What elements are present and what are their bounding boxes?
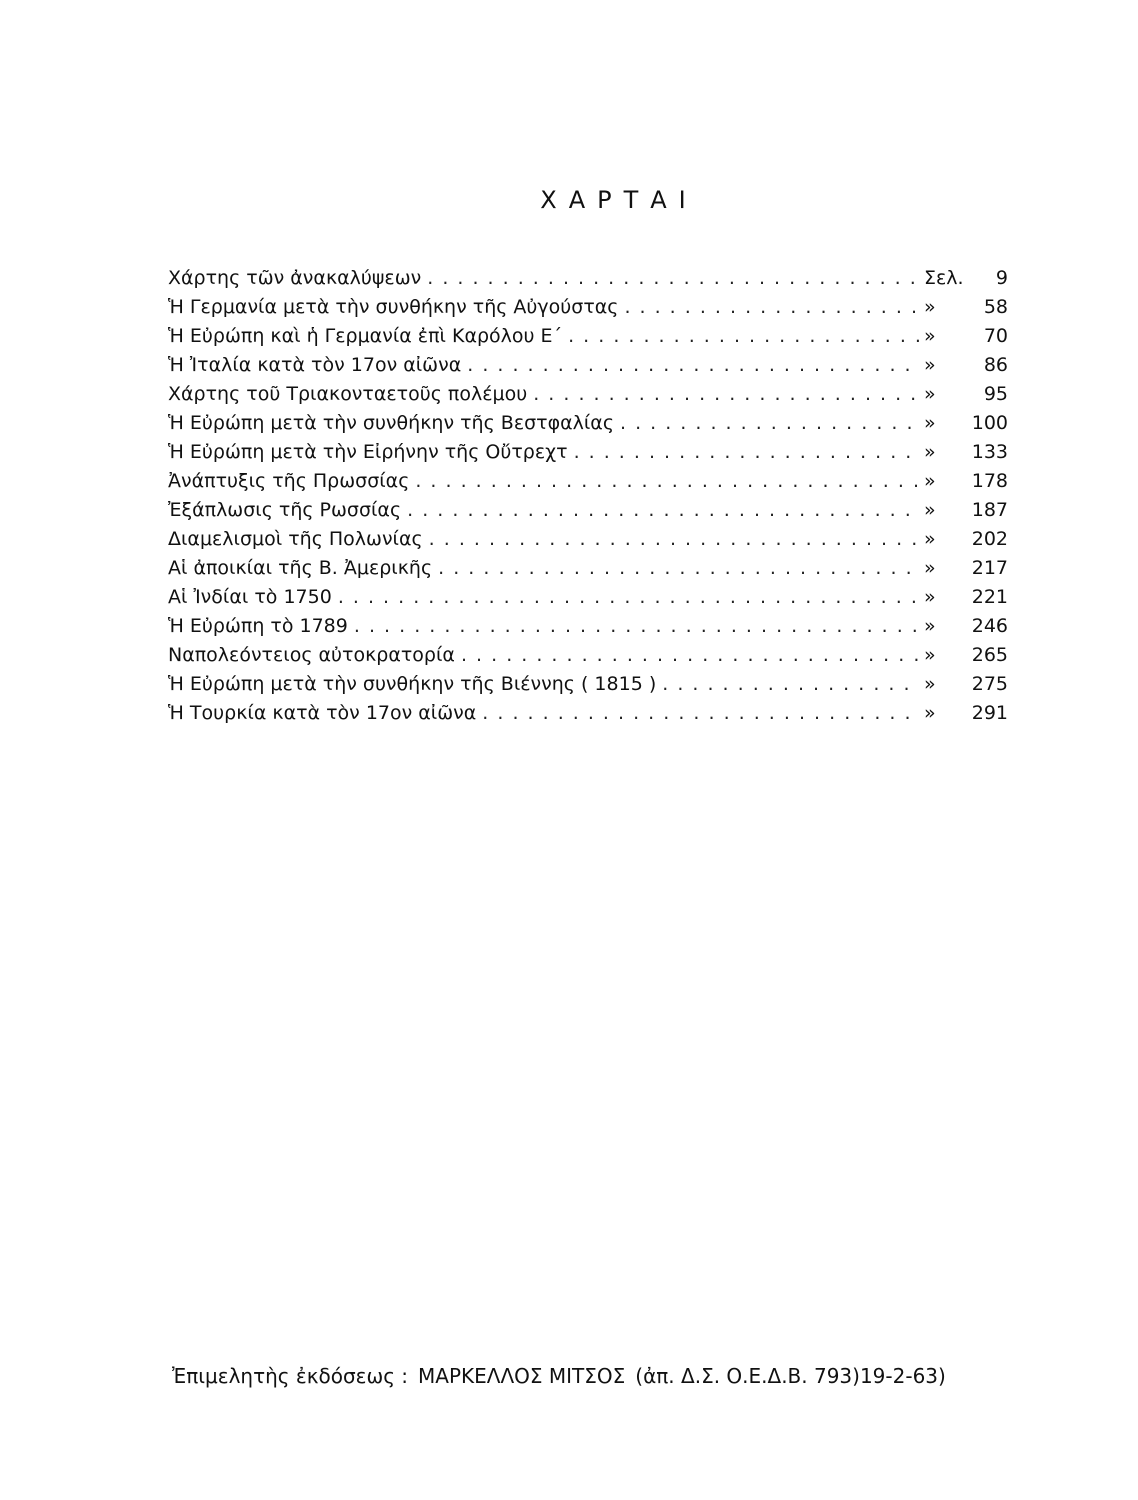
toc-entry-page: 9 [995, 267, 1008, 289]
toc-entry-label: Αἱ Ἰνδίαι τὸ 1750 [168, 586, 332, 608]
toc-entry-page: 221 [971, 586, 1008, 608]
toc-entry-page: 202 [971, 528, 1008, 550]
toc-entry-label: Ἡ Εὐρώπη μετὰ τὴν Εἰρήνην τῆς Οὔτρεχτ [168, 441, 568, 463]
toc-entry-label: Ἐξάπλωσις τῆς Ρωσσίας [168, 499, 402, 521]
toc-entry-label: Ἀνάπτυξις τῆς Πρωσσίας [168, 470, 410, 492]
editor-reference: (ἀπ. Δ.Σ. Ο.Ε.Δ.Β. 793)19-2-63) [635, 1364, 946, 1388]
ditto-mark: » [924, 528, 936, 550]
toc-row [168, 496, 1008, 525]
dot-leader [429, 525, 920, 554]
toc-row [168, 554, 1008, 583]
ditto-mark: » [924, 702, 936, 724]
dot-leader [662, 670, 920, 699]
ditto-mark: » [924, 586, 936, 608]
editor-credit [172, 1364, 946, 1388]
toc-row [168, 380, 1008, 409]
toc-entry-page: 86 [983, 354, 1008, 376]
toc-row [168, 612, 1008, 641]
toc-entry-label: Ἡ Ἰταλία κατὰ τὸν 17ον αἰῶνα [168, 354, 462, 376]
ditto-mark: » [924, 383, 936, 405]
dot-leader [415, 467, 920, 496]
toc-entry-label: Ἡ Εὐρώπη καὶ ἡ Γερμανία ἐπὶ Καρόλου Ε΄ [168, 325, 563, 347]
toc-entry-page: 58 [983, 296, 1008, 318]
table-of-maps [168, 264, 1008, 728]
toc-row [168, 409, 1008, 438]
toc-entry-label: Ἡ Εὐρώπη τὸ 1789 [168, 615, 348, 637]
toc-row [168, 467, 1008, 496]
toc-row [168, 583, 1008, 612]
ditto-mark: » [924, 644, 936, 666]
toc-entry-label: Αἱ ἀποικίαι τῆς Β. Ἀμερικῆς [168, 557, 433, 579]
toc-entry-label: Χάρτης τοῦ Τριακονταετοῦς πολέμου [168, 383, 528, 405]
toc-entry-page: 95 [983, 383, 1008, 405]
toc-entry-label: Χάρτης τῶν ἀνακαλύψεων [168, 267, 422, 289]
ditto-mark: » [924, 557, 936, 579]
toc-entry-page: 265 [971, 644, 1008, 666]
toc-entry-page: 187 [971, 499, 1008, 521]
toc-row [168, 641, 1008, 670]
dot-leader [438, 554, 920, 583]
toc-row [168, 351, 1008, 380]
ditto-mark: » [924, 441, 936, 463]
toc-row [168, 322, 1008, 351]
ditto-mark: » [924, 673, 936, 695]
toc-row [168, 699, 1008, 728]
toc-entry-page: 178 [971, 470, 1008, 492]
dot-leader [467, 351, 920, 380]
dot-leader [624, 293, 920, 322]
ditto-mark: » [924, 499, 936, 521]
toc-entry-page: 217 [971, 557, 1008, 579]
toc-row [168, 264, 1008, 293]
toc-entry-label: Ἡ Εὐρώπη μετὰ τὴν συνθήκην τῆς Βεστφαλίας [168, 412, 614, 434]
page-abbrev: Σελ. [924, 267, 964, 289]
editor-label: Ἐπιμελητὴς ἐκδόσεως : [172, 1364, 409, 1388]
toc-entry-page: 70 [983, 325, 1008, 347]
toc-entry-page: 275 [971, 673, 1008, 695]
toc-entry-label: Ἡ Γερμανία μετὰ τὴν συνθήκην τῆς Αὐγούστας [168, 296, 619, 318]
dot-leader [533, 380, 920, 409]
toc-entry-label: Ἡ Εὐρώπη μετὰ τὴν συνθήκην τῆς Βιέννης ( 1815 ) [168, 673, 657, 695]
toc-entry-page: 133 [971, 441, 1008, 463]
dot-leader [482, 699, 920, 728]
toc-row [168, 525, 1008, 554]
dot-leader [427, 264, 920, 293]
dot-leader [354, 612, 920, 641]
toc-entry-label: Ἡ Τουρκία κατὰ τὸν 17ον αἰῶνα [168, 702, 477, 724]
dot-leader [620, 409, 920, 438]
toc-row [168, 293, 1008, 322]
dot-leader [568, 322, 920, 351]
toc-entry-label: Διαμελισμοὶ τῆς Πολωνίας [168, 528, 423, 550]
toc-row [168, 670, 1008, 699]
ditto-mark: » [924, 325, 936, 347]
toc-row [168, 438, 1008, 467]
toc-entry-label: Ναπολεόντειος αὐτοκρατορία [168, 644, 455, 666]
ditto-mark: » [924, 296, 936, 318]
dot-leader [574, 438, 920, 467]
dot-leader [338, 583, 920, 612]
ditto-mark: » [924, 615, 936, 637]
toc-entry-page: 100 [971, 412, 1008, 434]
ditto-mark: » [924, 470, 936, 492]
dot-leader [461, 641, 920, 670]
toc-entry-page: 291 [971, 702, 1008, 724]
dot-leader [407, 496, 920, 525]
ditto-mark: » [924, 412, 936, 434]
toc-entry-page: 246 [971, 615, 1008, 637]
editor-name: ΜΑΡΚΕΛΛΟΣ ΜΙΤΣΟΣ [418, 1364, 626, 1388]
ditto-mark: » [924, 354, 936, 376]
page-title: ΧΑΡΤΑΙ [540, 186, 698, 214]
